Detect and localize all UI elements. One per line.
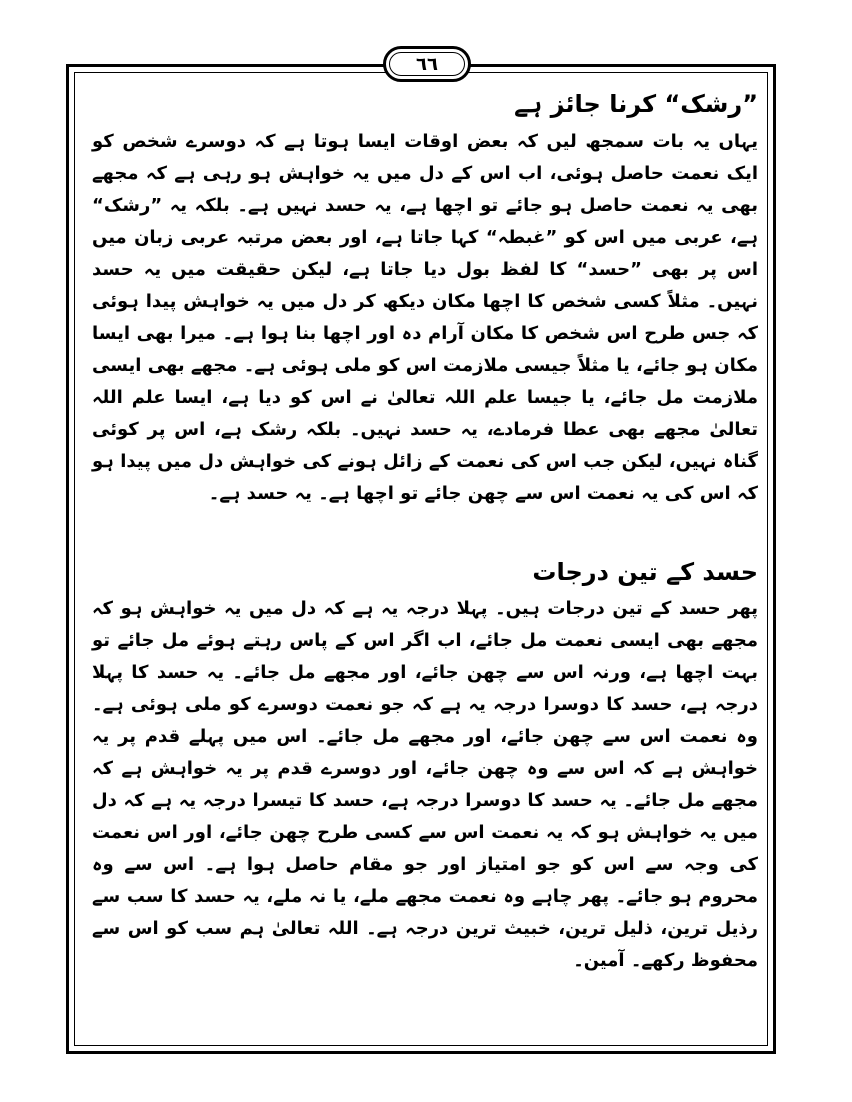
section-heading-rashk: ”رشک“ کرنا جائز ہے: [514, 90, 758, 118]
section-body-hasad-levels: پھر حسد کے تین درجات ہیں۔ پہلا درجہ یہ ہے کہ دل میں یہ خواہش ہو کہ مجھے بھی ایسی نعمت مل جائے، اب اگر اس کے پاس رہتے ہوئے مل جائے تو بہت اچھا ہے، ورنہ اس سے چھن جائے، اور مجھے مل جائے۔ یہ حسد کا پہلا درجہ ہے، حسد کا دوسرا درجہ یہ ہے کہ جو نعمت دوسرے کو ملی ہوئی ہے۔ وہ نعمت اس سے چھن جائے، اور مجھے مل جائے۔ اس میں پہلے قدم پر یہ خواہش ہے کہ اس سے وہ چھن جائے، اور دوسرے قدم پر یہ خواہش ہے کہ مجھے مل جائے۔ یہ حسد کا دوسرا درجہ ہے، حسد کا تیسرا درجہ یہ ہے کہ دل میں یہ خواہش ہو کہ یہ نعمت اس سے کسی طرح چھن جائے، اور اس نعمت کی وجہ سے اس کو جو امتیاز اور جو مقام حاصل ہوا ہے۔ اس سے وہ محروم ہو جائے۔ پھر چاہے وہ نعمت مجھے ملے، یا نہ ملے، یہ حسد کا سب سے رذیل ترین، ذلیل ترین، خبیث ترین درجہ ہے۔ اللہ تعالیٰ ہم سب کو اس سے محفوظ رکھے۔ آمین۔: [92, 598, 758, 972]
section-heading-hasad-levels: حسد کے تین درجات: [532, 557, 758, 586]
page-number-badge: [383, 46, 471, 82]
section-body-rashk: یہاں یہ بات سمجھ لیں کہ بعض اوقات ایسا ہوتا ہے کہ دوسرے شخص کو ایک نعمت حاصل ہوئی، اب اس کے دل میں یہ خواہش ہو رہی ہے کہ مجھے بھی یہ نعمت حاصل ہو جائے تو اچھا ہے، یہ حسد نہیں ہے۔ بلکہ یہ ”رشک“ ہے، عربی میں اس کو ”غبطہ“ کہا جاتا ہے، اور بعض مرتبہ عربی زبان میں اس پر بھی ”حسد“ کا لفظ بول دیا جاتا ہے، لیکن حقیقت میں یہ حسد نہیں۔ مثلاً کسی شخص کا اچھا مکان دیکھ کر دل میں یہ خواہش پیدا ہوئی کہ جس طرح اس شخص کا مکان آرام دہ اور اچھا بنا ہوا ہے۔ میرا بھی ایسا مکان ہو جائے، یا مثلاً جیسی ملازمت اس کو ملی ہوئی ہے۔ مجھے بھی ایسی ملازمت مل جائے، یا جیسا علم اللہ تعالیٰ نے اس کو دیا ہے، ایسا علم اللہ تعالیٰ مجھے بھی عطا فرمادے، یہ حسد نہیں۔ بلکہ رشک ہے، اس پر کوئی گناہ نہیں، لیکن جب اس کی نعمت کے زائل ہونے کی خواہش دل میں پیدا ہو کہ اس کی یہ نعمت اس سے چھن جائے تو اچھا ہے۔ یہ حسد ہے۔: [92, 130, 758, 504]
page-content: [92, 88, 758, 977]
page-number: ٦٦: [389, 52, 465, 76]
